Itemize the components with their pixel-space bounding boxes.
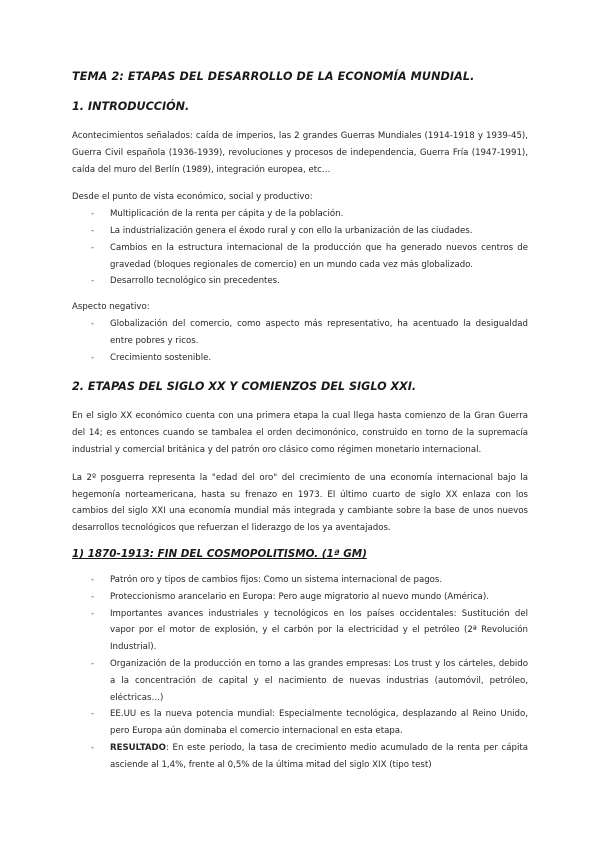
list-item: - Proteccionismo arancelario en Europa: Pero auge migratorio al nuevo mundo (América). [91,589,528,606]
negative-list [72,316,528,366]
list-item: - Globalización del comercio, como aspecto más representativo, ha acentuado la desigualdad entre pobres y ricos. [91,316,528,350]
subsection-heading-1870-1913: 1) 1870-1913: FIN DEL COSMOPOLITISMO. (1ª GM) [72,547,367,560]
list-item: - EE.UU es la nueva potencia mundial: Especialmente tecnológica, desplazando al Reino Unido, pero Europa aún dominaba el comercio internacional en esta etapa. [91,706,528,740]
negative-label: Aspecto negativo: [72,302,150,313]
section-heading-introduccion: 1. INTRODUCCIÓN. [72,100,190,113]
period-list [72,572,528,774]
result-text: : En este periodo, la tasa de crecimiento medio acumulado de la renta per cápita asciende al 1,4%, frente al 0,5% de la última mitad del siglo XIX (tipo test) [110,742,528,770]
list-item: - Crecimiento sostenible. [91,350,528,367]
list-item: - Organización de la producción en torno a las grandes empresas: Los trust y los cárteles, debido a la concentración de capital y el nacimiento de nuevas industrias (automóvil, petróleo, eléctricas…) [91,656,528,706]
list-item: - Multiplicación de la renta per cápita y de la población. [91,206,528,223]
etapas-paragraph-2: La 2º posguerra representa la "edad del oro" del crecimiento de una economía internacional bajo la hegemonía norteamericana, hasta su frenazo en 1973. El último cuarto de siglo XX enlaza con los cambios del siglo XXI una economía mundial más integrada y cambiante sobre la base de unos nuevos desarrollos tecnológicos que refuerzan el liderazgo de los ya aventajados. [72,472,528,534]
etapas-paragraph-1: En el siglo XX económico cuenta con una primera etapa la cual llega hasta comienzo de la Gran Guerra del 14; es entonces cuando se tambalea el orden decimonónico, construido en torno de la supremacía industrial y comercial británica y del patrón oro clásico como régimen monetario internacional. [72,411,528,455]
list-item: - Desarrollo tecnológico sin precedentes. [91,273,528,290]
section-heading-etapas: 2. ETAPAS DEL SIGLO XX Y COMIENZOS DEL SIGLO XXI. [72,380,417,394]
document-title: TEMA 2: ETAPAS DEL DESARROLLO DE LA ECONOMÍA MUNDIAL. [72,70,475,83]
viewpoint-label: Desde el punto de vista económico, social y productivo: [72,192,313,203]
list-item: - Importantes avances industriales y tecnológicos en los países occidentales: Sustitución del vapor por el motor de explosión, y el carbón por la electricidad y el petróleo (2ª Revolución Industrial). [91,606,528,656]
result-label: RESULTADO [110,742,166,753]
list-item: - Patrón oro y tipos de cambios fijos: Como un sistema internacional de pagos. [91,572,528,589]
result-item [91,740,528,774]
viewpoint-list [72,206,528,290]
list-item: - Cambios en la estructura internacional de la producción que ha generado nuevos centros de gravedad (bloques regionales de comercio) en un mundo cada vez más globalizado. [91,240,528,274]
list-item: - La industrialización genera el éxodo rural y con ello la urbanización de las ciudades. [91,223,528,240]
intro-paragraph: Acontecimientos señalados: caída de imperios, las 2 grandes Guerras Mundiales (1914-1918 y 1939-45), Guerra Civil española (1936-1939), revoluciones y procesos de independencia, Guerra Fría (1947-1991), caída del muro del Berlín (1989), integración europea, etc… [72,131,528,175]
